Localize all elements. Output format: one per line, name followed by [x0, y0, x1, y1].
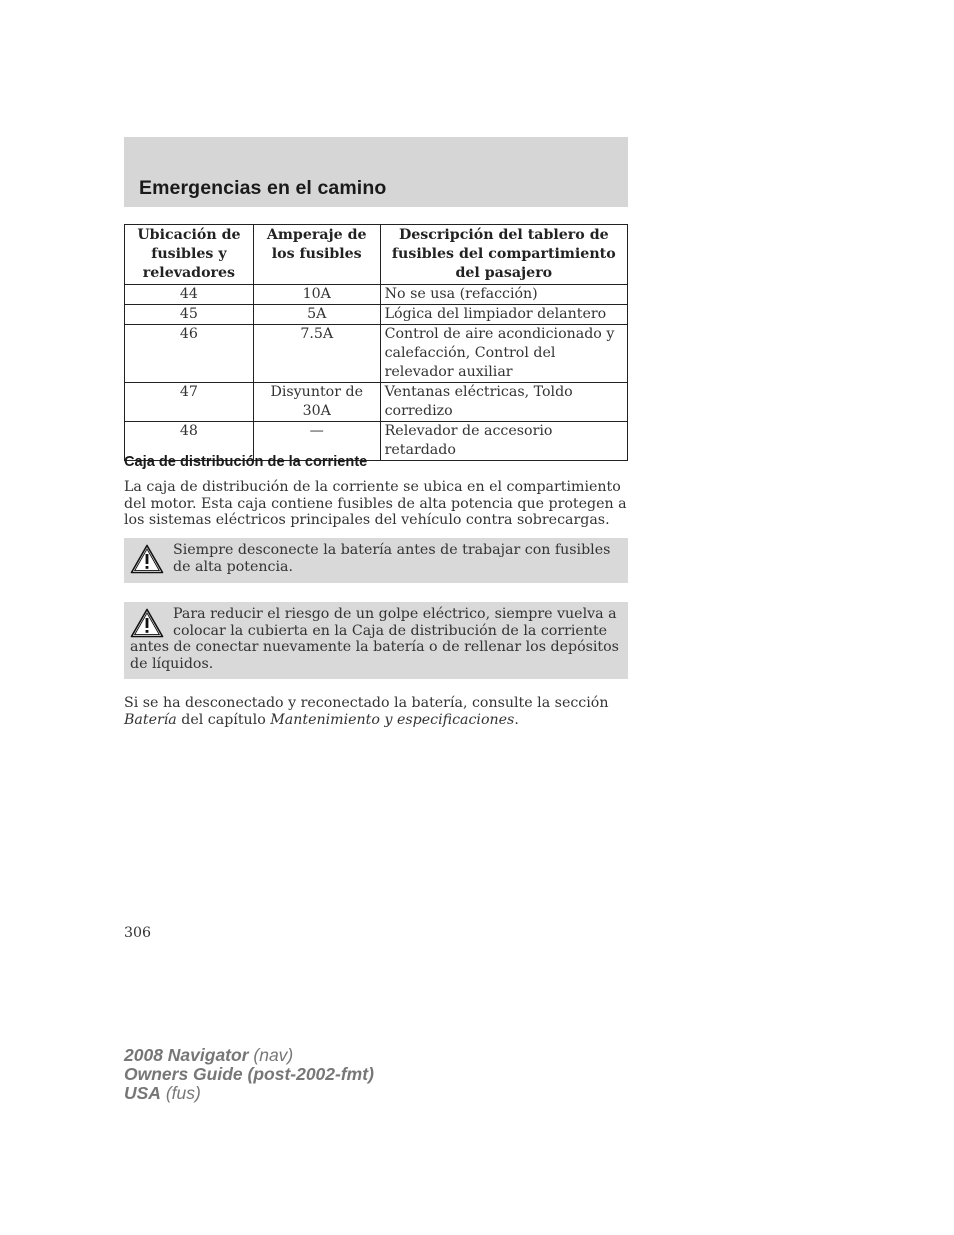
- cell-description: No se usa (refacción): [380, 285, 627, 305]
- section-intro: La caja de distribución de la corriente se ubica en el compartimiento del motor. Esta caja contiene fusibles de alta potencia que protegen a los sistemas eléctricos principales del vehículo contra sobrecargas.: [124, 479, 627, 528]
- warning-text: Siempre desconecte la batería antes de trabajar con fusibles de alta potencia.: [173, 542, 611, 575]
- cell-location: 47: [125, 383, 254, 422]
- cell-description: Relevador de accesorio retardado: [380, 422, 627, 461]
- cell-description: Lógica del limpiador delantero: [380, 305, 627, 325]
- cell-location: 44: [125, 285, 254, 305]
- cell-amperage: Disyuntor de 30A: [253, 383, 380, 422]
- footer-model: 2008 Navigator: [124, 1045, 249, 1065]
- footer-line-3: [124, 1084, 374, 1103]
- warning-triangle-icon: [130, 544, 164, 574]
- column-header-description: Descripción del tablero de fusibles del compartimiento del pasajero: [380, 225, 627, 285]
- warning-box: [124, 602, 628, 679]
- warning-triangle-icon: [130, 608, 164, 638]
- reference-chapter: Mantenimiento y especificaciones: [270, 711, 515, 728]
- cell-description: Control de aire acondicionado y calefacción, Control del relevador auxiliar: [380, 325, 627, 383]
- cell-amperage: —: [253, 422, 380, 461]
- table-row: [125, 383, 628, 422]
- column-header-amperage: Amperaje de los fusibles: [253, 225, 380, 285]
- footer-line-2: [124, 1065, 374, 1084]
- cell-location: 45: [125, 305, 254, 325]
- table-header-row: [125, 225, 628, 285]
- footer-market-code: (fus): [165, 1083, 201, 1103]
- table-row: [125, 285, 628, 305]
- footer-line-1: [124, 1046, 374, 1065]
- section-title: Caja de distribución de la corriente: [124, 454, 368, 470]
- closing-middle: del capítulo: [181, 711, 266, 728]
- table-row: [125, 305, 628, 325]
- closing-suffix: .: [514, 711, 519, 728]
- document-footer: [124, 1046, 374, 1103]
- chapter-title: Emergencias en el camino: [139, 177, 387, 199]
- footer-model-code: (nav): [253, 1045, 294, 1065]
- cell-location: 46: [125, 325, 254, 383]
- cell-amperage: 5A: [253, 305, 380, 325]
- closing-paragraph: [124, 695, 628, 728]
- fuse-table: [124, 224, 628, 461]
- warning-text: Para reducir el riesgo de un golpe eléctrico, siempre vuelva a colocar la cubierta en la Caja de distribución de la corriente antes de conectar nuevamente la batería o de rellenar los depósitos de líquidos.: [130, 606, 619, 672]
- column-header-location: Ubicación de fusibles y relevadores: [125, 225, 254, 285]
- reference-section: Batería: [124, 711, 177, 728]
- footer-guide: Owners Guide (post-2002-fmt): [124, 1064, 374, 1084]
- footer-market: USA: [124, 1083, 161, 1103]
- page-number: 306: [124, 925, 152, 941]
- cell-amperage: 10A: [253, 285, 380, 305]
- table-row: [125, 325, 628, 383]
- cell-amperage: 7.5A: [253, 325, 380, 383]
- cell-location: 48: [125, 422, 254, 461]
- cell-description: Ventanas eléctricas, Toldo corredizo: [380, 383, 627, 422]
- warning-box: [124, 538, 628, 583]
- chapter-header: [124, 137, 628, 207]
- closing-prefix: Si se ha desconectado y reconectado la batería, consulte la sección: [124, 695, 609, 711]
